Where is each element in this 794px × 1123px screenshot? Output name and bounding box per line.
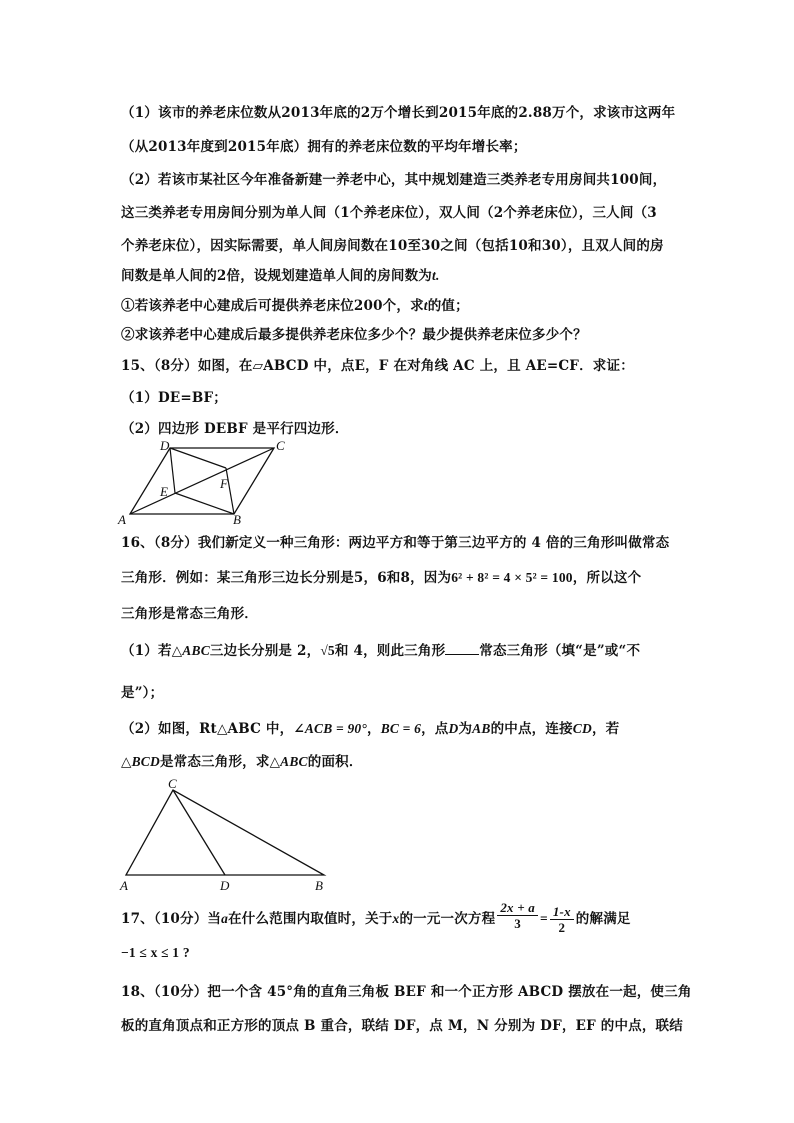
fraction-right — [550, 904, 574, 935]
q16-stem-line1: 16、（8分）我们新定义一种三角形：两边平方和等于第三边平方的 4 倍的三角形叫做常态 — [121, 535, 670, 551]
label-c: C — [276, 438, 285, 453]
q16-part1 — [121, 639, 640, 659]
equals-sign: = — [539, 911, 548, 926]
segment-ab: AB — [472, 721, 491, 736]
q14-part2-line4 — [121, 264, 440, 284]
q16-part2 — [121, 717, 619, 737]
q14-part1-line1: （1）该市的养老床位数从2013年底的2万个增长到2015年底的2.88万个，求该市这两年 — [121, 105, 676, 121]
text: 的一元一次方程 — [399, 911, 496, 927]
equation: 6² + 8² = 4 × 5² = 100 — [451, 570, 573, 585]
text: 的中点，连接 — [490, 721, 573, 737]
label-d: D — [160, 438, 170, 453]
point-d: D — [448, 721, 459, 736]
label-d: D — [220, 878, 230, 893]
text: ，所以这个 — [572, 570, 642, 586]
q14-sub2: ②求该养老中心建成后最多提供养老床位多少个？最少提供养老床位多少个？ — [121, 327, 587, 343]
var-t: t — [423, 298, 428, 313]
text: 和 4，则此三角形 — [334, 643, 446, 659]
text: 间数是单人间的2倍，设规划建造单人间的房间数为 — [121, 268, 432, 284]
median-cd — [173, 790, 225, 875]
q14-part2-line1: （2）若该市某社区今年准备新建一养老中心，其中规划建造三类养老专用房间共100间， — [121, 172, 667, 188]
triangle-abc: △ABC — [269, 754, 308, 769]
text: 是常态三角形，求 — [159, 754, 270, 770]
text: ①若该养老中心建成后可提供养老床位200个，求 — [121, 298, 424, 314]
q15-part2: （2）四边形 DEBF 是平行四边形． — [121, 421, 349, 437]
q14-part2-line2: 这三类养老专用房间分别为单人间（1个养老床位），双人间（2个养老床位），三人间（3 — [121, 205, 657, 221]
triangle-bcd: △BCD — [121, 754, 160, 769]
label-f: F — [220, 476, 228, 491]
segment-cd: CD — [572, 721, 592, 736]
var-x: x — [392, 911, 400, 926]
q15-stem: 15、（8分）如图，在▱ABCD 中，点E，F 在对角线 AC 上，且 AE=CF．求证： — [121, 358, 634, 374]
text: （1）若 — [121, 643, 172, 659]
q16-part1-cont: 是”）； — [121, 685, 164, 701]
q16-part2-cont — [121, 750, 363, 770]
fraction-left — [497, 900, 538, 931]
label-b: B — [315, 878, 323, 893]
label-a: A — [118, 512, 126, 526]
q17-condition: −1 ≤ x ≤ 1 ? — [121, 945, 190, 960]
sqrt-5: √5 — [320, 643, 335, 658]
answer-blank[interactable] — [445, 654, 479, 655]
denominator: 3 — [514, 916, 521, 931]
numerator: 1-x — [550, 904, 574, 920]
parallelogram-figure — [116, 438, 296, 526]
text: 三角形．例如：某三角形三边长分别是5，6和8，因为 — [121, 570, 452, 586]
text: 为 — [458, 721, 473, 737]
q18-stem-line1: 18、（10分）把一个含 45°角的直角三角板 BEF 和一个正方形 ABCD 摆放在一起，使三角 — [121, 984, 692, 1000]
text: ， — [366, 721, 381, 737]
q16-stem-line3: 三角形是常态三角形． — [121, 606, 258, 622]
q17-stem — [121, 900, 631, 935]
text: 的值； — [427, 298, 469, 314]
label-c: C — [168, 776, 177, 791]
segment-fb — [226, 468, 234, 514]
var-a: a — [221, 911, 229, 926]
q14-part1-line2: （从2013年度到2015年底）拥有的养老床位数的平均年增长率； — [121, 139, 527, 155]
triangle-abc — [126, 790, 324, 875]
q18-stem-line2: 板的直角顶点和正方形的顶点 B 重合，联结 DF，点 M，N 分别为 DF，EF 的中点，联结 — [121, 1018, 683, 1034]
text: ，若 — [591, 721, 620, 737]
text: ，点 — [421, 721, 449, 737]
text: 三边长分别是 2， — [209, 643, 321, 659]
text: （2）如图，Rt△ABC 中， — [121, 721, 294, 737]
text: 常态三角形（填“是”或“不 — [479, 643, 641, 659]
denominator: 2 — [558, 920, 566, 935]
triangle-figure — [116, 776, 336, 894]
segment-de — [170, 448, 175, 493]
bc-length: BC = 6 — [380, 721, 422, 736]
angle: ∠ACB = 90° — [293, 721, 367, 736]
text: 在什么范围内取值时，关于 — [228, 911, 393, 927]
text: 的解满足 — [575, 911, 631, 927]
label-b: B — [233, 512, 241, 526]
numerator: 2x + a — [497, 900, 538, 916]
label-e: E — [160, 484, 168, 499]
text: 的面积． — [307, 754, 363, 770]
var-t: t. — [432, 268, 440, 283]
q14-sub1 — [121, 294, 469, 314]
q16-stem-line2 — [121, 566, 641, 586]
triangle-abc: △ABC — [171, 643, 210, 658]
label-a: A — [120, 878, 128, 893]
text: 17、（10分）当 — [121, 911, 222, 927]
segment-df — [170, 448, 226, 468]
q15-part1: （1）DE=BF； — [121, 390, 227, 406]
segment-eb — [175, 493, 234, 514]
diagonal-ac — [130, 448, 274, 514]
q14-part2-line3: 个养老床位），因实际需要，单人间房间数在10至30之间（包括10和30），且双人间的房 — [121, 238, 664, 254]
